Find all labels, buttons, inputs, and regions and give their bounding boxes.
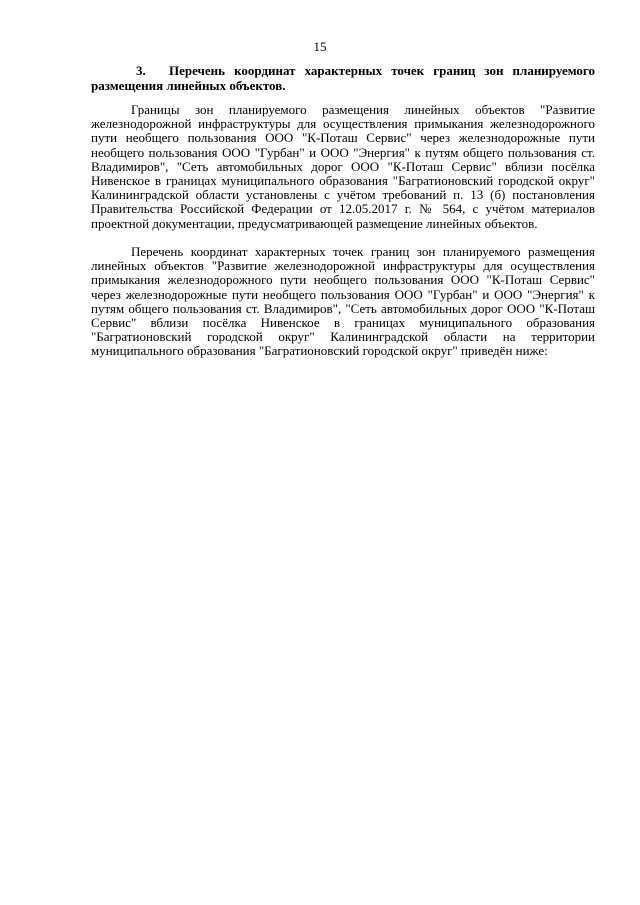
section-number: 3. bbox=[136, 63, 146, 78]
page-number: 15 bbox=[313, 39, 327, 54]
body-paragraph: Перечень координат характерных точек границ зон планируемого размещения линейных объектов "Развитие железнодорожной инфраструктуры для осуществления примыкания железнодорожного пути необщего пользования ООО "К-Поташ Сервис" через железнодорожные пути необщего пользования ООО "Гурбан" и ООО "Энергия" к путям общего пользования ст. Владимиров", "Сеть автомобильных дорог ООО "К-Поташ Сервис" вблизи посёлка Нивенское в границах муниципального образования "Багратионовский городской округ" Калининградской области на территории муниципального образования "Багратионовский городской округ" приведён ниже: bbox=[91, 244, 595, 359]
section-title: Перечень координат характерных точек границ зон планируемого размещения линейных объектов. bbox=[91, 63, 595, 93]
section-heading bbox=[91, 63, 595, 93]
body-paragraph: Границы зон планируемого размещения линейных объектов "Развитие железнодорожной инфраструктуры для осуществления примыкания железнодорожного пути необщего пользования ООО "К-Поташ Сервис" через железнодорожные пути необщего пользования ООО "Гурбан" и ООО "Энергия" к путям общего пользования ст. Владимиров", "Сеть автомобильных дорог ООО "К-Поташ Сервис" вблизи посёлка Нивенское в границах муниципального образования "Багратионовский городской округ" Калининградской области установлены с учётом требований п. 13 (б) постановления Правительства Российской Федерации от 12.05.2017 г. № 564, с учётом материалов проектной документации, предусматривающей размещение линейных объектов. bbox=[91, 102, 595, 231]
